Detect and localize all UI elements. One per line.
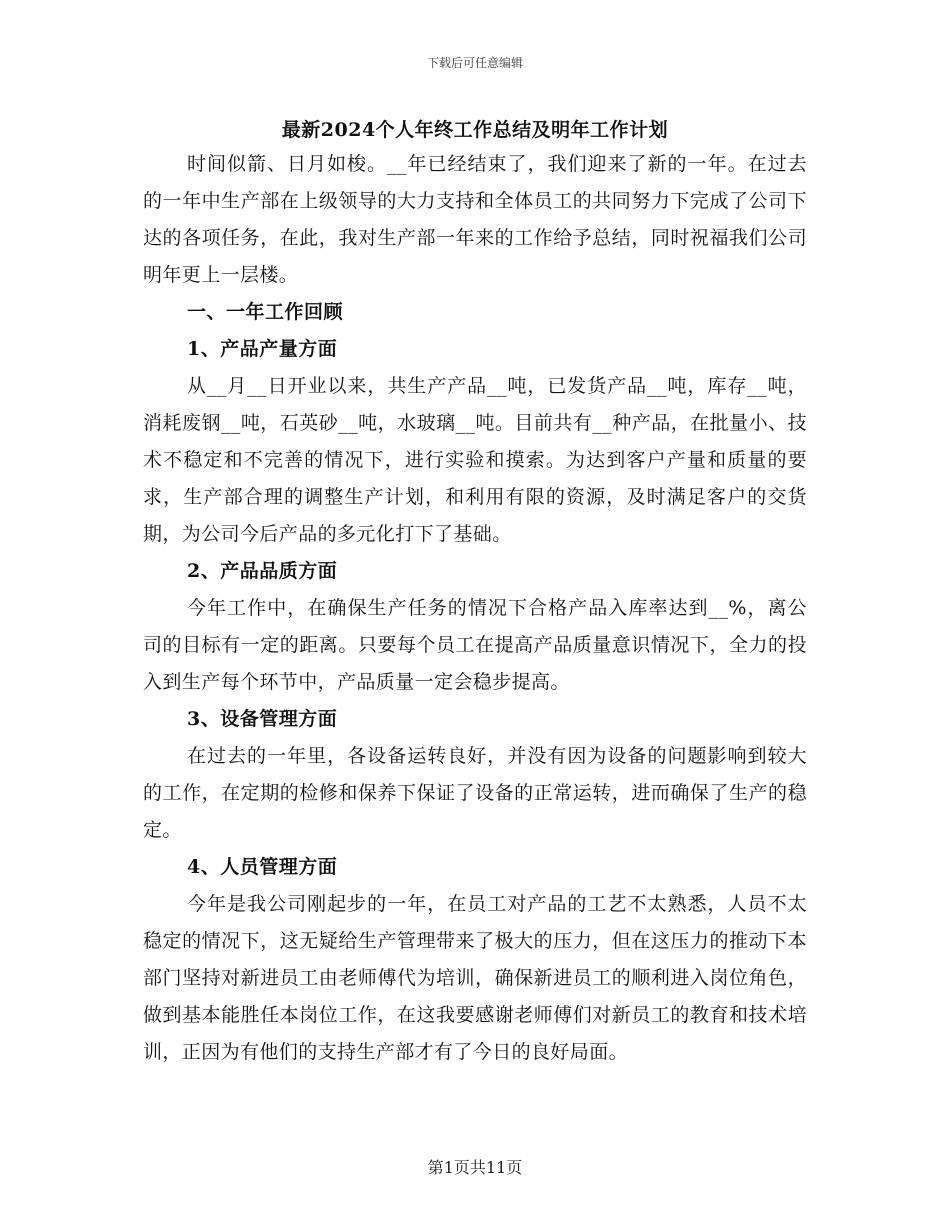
subsection-body-equipment: 在过去的一年里，各设备运转良好，并没有因为设备的问题影响到较大的工作，在定期的检修和保养下保证了设备的正常运转，进而确保了生产的稳定。	[143, 745, 807, 841]
subsection-body-personnel: 今年是我公司刚起步的一年，在员工对产品的工艺不太熟悉，人员不太稳定的情况下，这无疑给生产管理带来了极大的压力，但在这压力的推动下本部门坚持对新进员工由老师傅代为培训，确保新进员工的顺利进入岗位角色，做到基本能胜任本岗位工作，在这我要感谢老师傅们对新员工的教育和技术培训，正因为有他们的支持生产部才有了今日的良好局面。	[143, 893, 807, 1063]
subsection-body-output: 从__月__日开业以来，共生产产品__吨，已发货产品__吨，库存__吨，消耗废钢__吨，石英砂__吨，水玻璃__吨。目前共有__种产品，在批量小、技术不稳定和不完善的情况下，进行实验和摸索。为达到客户产量和质量的要求，生产部合理的调整生产计划，和利用有限的资源，及时满足客户的交货期，为公司今后产品的多元化打下了基础。	[143, 375, 807, 545]
intro-paragraph: 时间似箭、日月如梭。__年已经结束了，我们迎来了新的一年。在过去的一年中生产部在上级领导的大力支持和全体员工的共同努力下完成了公司下达的各项任务，在此，我对生产部一年来的工作给予总结，同时祝福我们公司明年更上一层楼。	[143, 153, 807, 286]
subsection-heading-equipment: 3、设备管理方面	[187, 708, 338, 730]
subsection-heading-personnel: 4、人员管理方面	[187, 856, 338, 878]
subsection-heading-output: 1、产品产量方面	[187, 338, 338, 360]
page-header-note: 下载后可任意编辑	[426, 56, 523, 70]
document-title: 最新2024个人年终工作总结及明年工作计划	[281, 119, 669, 141]
subsection-body-quality: 今年工作中，在确保生产任务的情况下合格产品入库率达到__%，离公司的目标有一定的距离。只要每个员工在提高产品质量意识情况下，全力的投入到生产每个环节中，产品质量一定会稳步提高。	[143, 597, 807, 693]
subsection-heading-quality: 2、产品品质方面	[187, 560, 338, 582]
section-heading-review: 一、一年工作回顾	[187, 301, 344, 323]
document-body	[143, 146, 807, 1071]
page-number-footer: 第1页共11页	[427, 1158, 523, 1177]
